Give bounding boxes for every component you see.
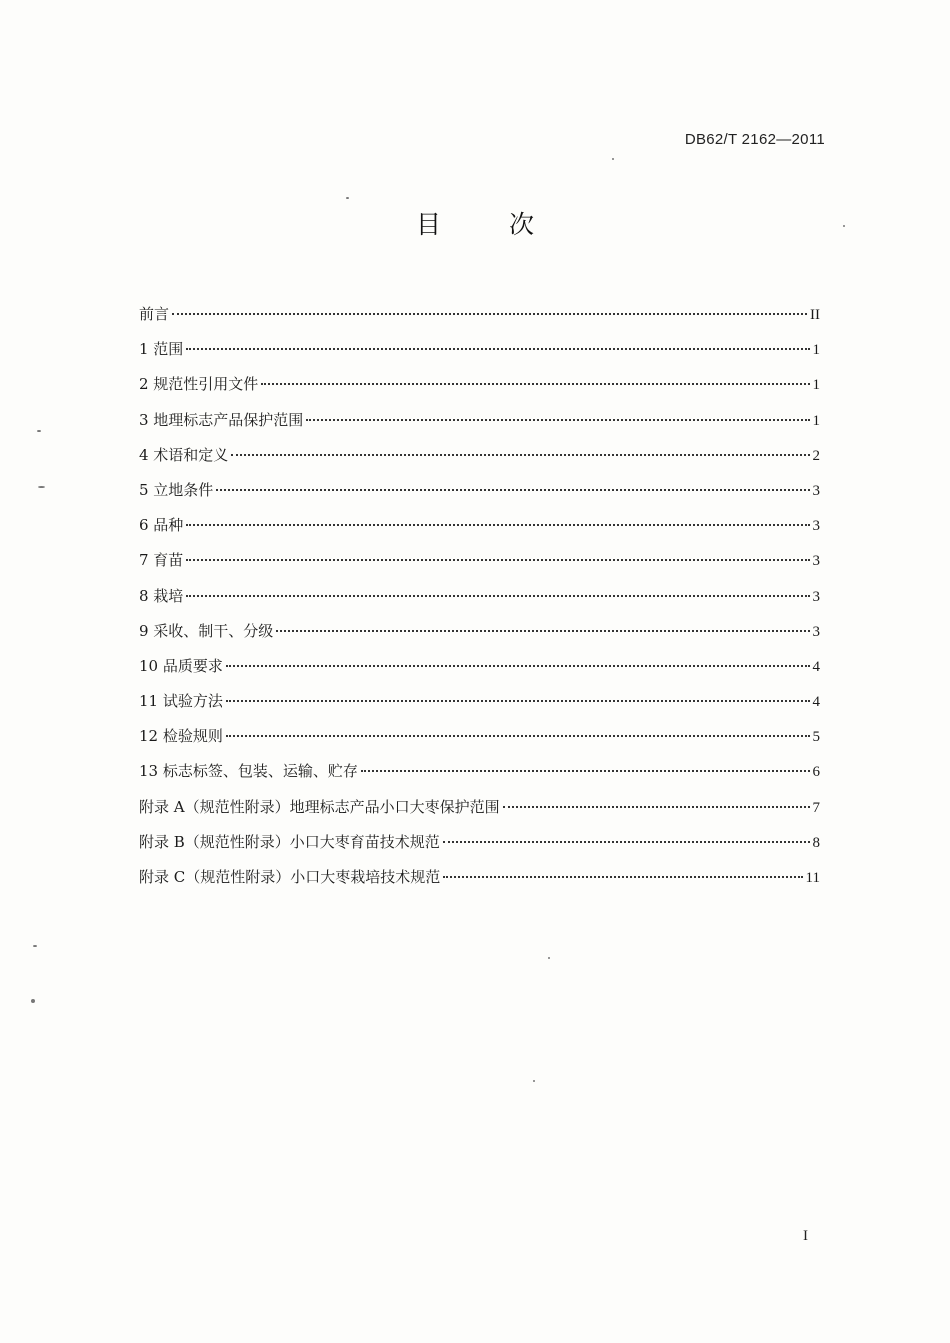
toc-entry-label: 8 栽培	[139, 586, 184, 605]
toc-entry-label: 3 地理标志产品保护范围	[139, 410, 304, 429]
toc-leader-dots	[261, 383, 809, 385]
toc-leader-dots	[186, 595, 809, 597]
toc-entry-label: 1 范围	[139, 340, 184, 359]
toc-entry-page: 4	[812, 694, 820, 711]
toc-leader-dots	[443, 841, 810, 843]
toc-entry-label: 5 立地条件	[139, 480, 214, 499]
page-number: I	[803, 1228, 808, 1244]
toc-leader-dots	[306, 419, 809, 421]
toc-entry-label: 12 检验规则	[139, 727, 223, 746]
toc-entry-9[interactable]	[139, 620, 820, 655]
toc-entry-page: 3	[812, 518, 820, 535]
toc-entry-1[interactable]	[139, 338, 820, 373]
toc-leader-dots	[503, 806, 810, 808]
toc-entry-12[interactable]	[139, 725, 820, 760]
toc-entry-2[interactable]	[139, 373, 820, 408]
scan-speck	[843, 225, 845, 227]
toc-entry-6[interactable]	[139, 514, 820, 549]
toc-entry-label: 9 采收、制干、分级	[139, 621, 274, 640]
scan-speck	[31, 999, 35, 1003]
toc-leader-dots	[276, 630, 809, 632]
toc-entry-foreword[interactable]	[139, 303, 820, 338]
toc-entry-label: 6 品种	[139, 516, 184, 535]
table-of-contents	[139, 303, 820, 901]
toc-entry-page: 1	[812, 377, 820, 394]
toc-entry-11[interactable]	[139, 690, 820, 725]
toc-leader-dots	[216, 489, 809, 491]
scan-speck	[346, 197, 349, 199]
scan-speck	[548, 957, 550, 959]
toc-leader-dots	[231, 454, 809, 456]
toc-entry-7[interactable]	[139, 549, 820, 584]
scan-speck	[38, 486, 45, 488]
toc-leader-dots	[186, 348, 809, 350]
toc-leader-dots	[226, 735, 810, 737]
scan-speck	[533, 1080, 535, 1082]
toc-entry-label: 2 规范性引用文件	[139, 375, 259, 394]
toc-entry-page: 4	[812, 658, 820, 675]
toc-entry-page: II	[810, 307, 820, 323]
toc-entry-label: 附录 C（规范性附录）小口大枣栽培技术规范	[139, 868, 441, 886]
toc-entry-page: 2	[812, 447, 820, 464]
toc-entry-page: 11	[805, 870, 820, 886]
toc-entry-10[interactable]	[139, 655, 820, 690]
toc-leader-dots	[186, 559, 809, 561]
toc-entry-page: 3	[812, 482, 820, 499]
toc-entry-13[interactable]	[139, 760, 820, 795]
toc-entry-3[interactable]	[139, 409, 820, 444]
toc-leader-dots	[443, 876, 802, 878]
toc-entry-appendix-a[interactable]	[139, 796, 820, 831]
scan-speck	[37, 430, 41, 432]
toc-entry-page: 1	[812, 412, 820, 429]
toc-leader-dots	[361, 770, 810, 772]
toc-entry-label: 7 育苗	[139, 551, 184, 570]
page-title: 目 次	[416, 210, 564, 239]
toc-leader-dots	[226, 700, 810, 702]
toc-leader-dots	[226, 665, 810, 667]
toc-entry-5[interactable]	[139, 479, 820, 514]
toc-entry-label: 附录 B（规范性附录）小口大枣育苗技术规范	[139, 832, 440, 851]
toc-entry-page: 1	[812, 342, 820, 359]
toc-entry-appendix-b[interactable]	[139, 831, 820, 866]
toc-entry-label: 前言	[139, 305, 170, 323]
scan-speck	[33, 945, 37, 947]
toc-entry-page: 7	[812, 799, 820, 816]
toc-entry-appendix-c[interactable]	[139, 866, 820, 901]
toc-entry-page: 6	[812, 764, 820, 781]
toc-entry-page: 5	[812, 729, 820, 746]
toc-entry-label: 4 术语和定义	[139, 445, 229, 464]
document-code: DB62/T 2162—2011	[684, 131, 825, 148]
toc-leader-dots	[186, 524, 809, 526]
toc-entry-page: 3	[812, 623, 820, 640]
toc-entry-label: 13 标志标签、包装、运输、贮存	[139, 762, 358, 781]
toc-entry-4[interactable]	[139, 444, 820, 479]
toc-entry-page: 3	[812, 553, 820, 570]
toc-entry-page: 8	[812, 834, 820, 851]
toc-entry-label: 10 品质要求	[139, 656, 223, 675]
scan-speck	[612, 158, 614, 160]
toc-entry-8[interactable]	[139, 585, 820, 620]
toc-leader-dots	[172, 313, 807, 315]
toc-entry-label: 附录 A（规范性附录）地理标志产品小口大枣保护范围	[139, 797, 500, 816]
toc-entry-label: 11 试验方法	[139, 692, 223, 711]
toc-entry-page: 3	[812, 588, 820, 605]
